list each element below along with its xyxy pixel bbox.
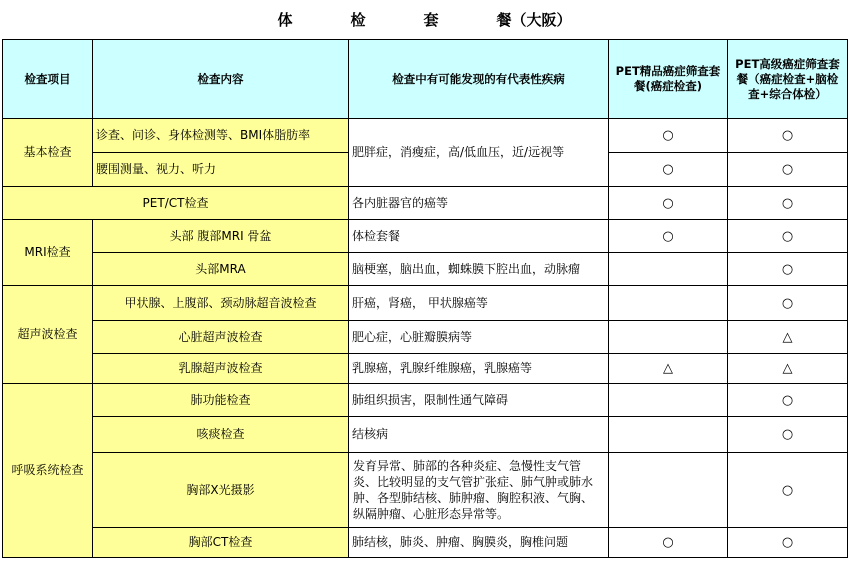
content-cell: 甲状腺、上腹部、颈动脉超音波检查: [93, 286, 349, 321]
content-cell: PET/CT检查: [3, 187, 349, 220]
title-char-3: 套: [423, 10, 439, 29]
plan-b-mark: ○: [728, 453, 848, 528]
plan-a-mark: [609, 384, 728, 417]
plan-a-mark: ○: [609, 153, 728, 187]
plan-a-mark: △: [609, 354, 728, 384]
title-char-4: 餐（大阪）: [496, 10, 572, 29]
header-row: [3, 40, 848, 119]
content-cell: 乳腺超声波检查: [93, 354, 349, 384]
table-row: [3, 453, 848, 528]
table-row: [3, 253, 848, 286]
content-cell: 心脏超声波检查: [93, 321, 349, 354]
table-row: [3, 384, 848, 417]
checkup-table: [2, 39, 848, 558]
plan-b-mark: ○: [728, 417, 848, 453]
table-row: [3, 528, 848, 558]
plan-a-mark: [609, 286, 728, 321]
category-ultrasound: 超声波检查: [3, 286, 93, 384]
content-cell: 胸部CT检查: [93, 528, 349, 558]
diseases-cell: 肥心症，心脏瓣膜病等: [349, 321, 609, 354]
table-row: [3, 187, 848, 220]
plan-b-mark: ○: [728, 220, 848, 253]
table-row: [3, 119, 848, 153]
diseases-cell: 肺组织损害，限制性通气障碍: [349, 384, 609, 417]
plan-a-mark: ○: [609, 187, 728, 220]
header-item: 检查项目: [3, 40, 93, 119]
header-plan-b: PET高级癌症筛查套餐（癌症检查+脑检查+综合体检）: [728, 40, 848, 119]
content-cell: 头部MRA: [93, 253, 349, 286]
plan-b-mark: △: [728, 321, 848, 354]
content-cell: 头部 腹部MRI 骨盆: [93, 220, 349, 253]
diseases-cell: 脑梗塞，脑出血，蜘蛛膜下腔出血，动脉瘤: [349, 253, 609, 286]
header-content: 检查内容: [93, 40, 349, 119]
page-title: [0, 9, 849, 29]
plan-a-mark: [609, 253, 728, 286]
diseases-cell: 肝癌，肾癌， 甲状腺癌等: [349, 286, 609, 321]
title-char-2: 检: [350, 10, 366, 29]
diseases-cell: 乳腺癌，乳腺纤维腺癌，乳腺癌等: [349, 354, 609, 384]
category-mri: MRI检查: [3, 220, 93, 286]
plan-b-mark: ○: [728, 384, 848, 417]
plan-a-mark: [609, 417, 728, 453]
plan-b-mark: ○: [728, 528, 848, 558]
diseases-cell: 肺结核，肺炎、肿瘤、胸膜炎，胸椎问题: [349, 528, 609, 558]
plan-b-mark: ○: [728, 253, 848, 286]
category-respiratory: 呼吸系统检查: [3, 384, 93, 558]
diseases-cell: 各内脏器官的癌等: [349, 187, 609, 220]
table-row: [3, 220, 848, 253]
plan-a-mark: ○: [609, 119, 728, 153]
content-cell: 咳痰检查: [93, 417, 349, 453]
diseases-cell: 体检套餐: [349, 220, 609, 253]
plan-b-mark: ○: [728, 187, 848, 220]
plan-a-mark: ○: [609, 220, 728, 253]
content-cell: 诊查、问诊、身体检测等、BMI体脂肪率: [93, 119, 349, 153]
table-row: [3, 417, 848, 453]
title-char-1: 体: [277, 10, 293, 29]
diseases-cell: 发育异常、肺部的各种炎症、急慢性支气管炎、比较明显的支气管扩张症、肺气肿或肺水肿、各型肺结核、肺肿瘤、胸腔积液、气胸、纵隔肿瘤、心脏形态异常等。: [349, 453, 609, 528]
plan-a-mark: [609, 453, 728, 528]
plan-b-mark: ○: [728, 286, 848, 321]
plan-b-mark: △: [728, 354, 848, 384]
content-cell: 胸部X光摄影: [93, 453, 349, 528]
diseases-cell: 结核病: [349, 417, 609, 453]
content-cell: 腰围测量、视力、听力: [93, 153, 349, 187]
table-row: [3, 321, 848, 354]
plan-a-mark: ○: [609, 528, 728, 558]
category-basic: 基本检查: [3, 119, 93, 187]
table-row: [3, 286, 848, 321]
plan-a-mark: [609, 321, 728, 354]
content-cell: 肺功能检查: [93, 384, 349, 417]
header-diseases: 检查中有可能发现的有代表性疾病: [349, 40, 609, 119]
diseases-cell: 肥胖症，消瘦症，高/低血压，近/远视等: [349, 119, 609, 187]
plan-b-mark: ○: [728, 119, 848, 153]
header-plan-a: PET精品癌症筛查套餐(癌症检查): [609, 40, 728, 119]
plan-b-mark: ○: [728, 153, 848, 187]
table-row: [3, 354, 848, 384]
